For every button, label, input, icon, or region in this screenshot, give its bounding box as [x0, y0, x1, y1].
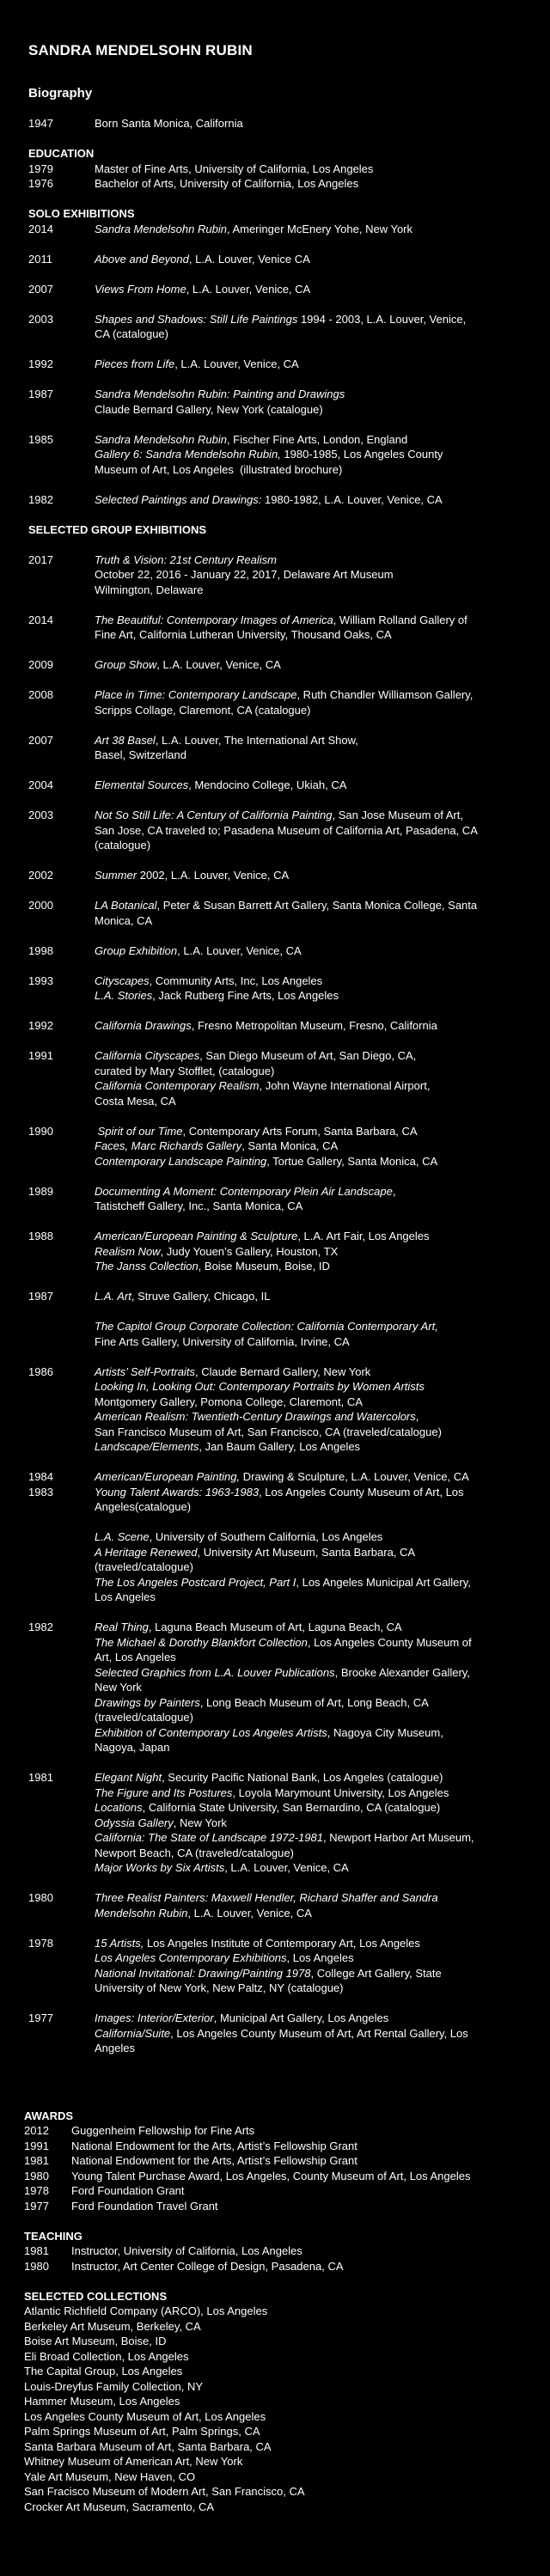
entry-row	[28, 252, 550, 267]
text-line: Elegant Night, Security Pacific National Bank, Los Angeles (catalogue)	[95, 1771, 443, 1784]
text-line: National Invitational: Drawing/Painting 1978, College Art Gallery, State	[95, 1966, 442, 1980]
entry-text	[95, 492, 550, 508]
entry-row	[24, 2199, 550, 2214]
text-line: (traveled/catalogue)	[95, 1711, 193, 1724]
text-line: Artists’ Self-Portraits, Claude Bernard Gallery, New York	[95, 1364, 371, 1378]
text-line: Scripps Collage, Claremont, CA (catalogue)	[95, 703, 311, 717]
entry-year: 1986	[28, 1364, 53, 1378]
text-line: Above and Beyond, L.A. Louver, Venice CA	[95, 252, 310, 266]
page-title: SANDRA MENDELSOHN RUBIN	[28, 42, 253, 58]
text-line: Ford Foundation Travel Grant	[71, 2199, 218, 2213]
entry-year: 2008	[28, 688, 53, 701]
entry-year: 1980	[28, 1891, 53, 1904]
text-line: California Cityscapes, San Diego Museum of Art, San Diego, CA,	[95, 1049, 417, 1062]
section-header-biography: Biography	[28, 86, 93, 101]
text-line: LA Botanical, Peter & Susan Barrett Art Gallery, Santa Monica College, Santa	[95, 899, 478, 912]
text-line: (catalogue)	[95, 839, 151, 852]
entry-row	[28, 868, 550, 883]
text-line: San Jose, CA traveled to; Pasadena Museum of California Art, Pasadena, CA	[95, 823, 478, 837]
text-line: The Los Angeles Postcard Project, Part I, Los Angeles Municipal Art Gallery,	[95, 1575, 471, 1589]
entry-row	[24, 2319, 550, 2335]
entry-text	[24, 2484, 550, 2500]
text-line: (traveled/catalogue)	[95, 1560, 193, 1573]
entry-row	[24, 2394, 550, 2409]
entry-text	[24, 2319, 550, 2335]
section-header-solo-exhibitions: SOLO EXHIBITIONS	[28, 207, 135, 220]
entry-text	[71, 2183, 550, 2199]
text-line: Ford Foundation Grant	[71, 2184, 185, 2197]
entry-text	[95, 222, 550, 237]
text-line: Born Santa Monica, California	[95, 117, 243, 130]
text-line: Museum of Art, Los Angeles (illustrated brochure)	[95, 462, 343, 476]
entry-text	[24, 2349, 550, 2365]
entry-text	[71, 2243, 550, 2259]
text-line: Atlantic Richfield Company (ARCO), Los Angeles	[24, 2304, 268, 2317]
entry-year: 1981	[24, 2244, 49, 2257]
entry-text	[24, 2500, 550, 2515]
text-line: University of New York, New Paltz, NY (catalogue)	[95, 1981, 344, 1994]
entry-row	[28, 1289, 550, 1304]
entry-text	[71, 2199, 550, 2214]
entry-text	[95, 1048, 550, 1108]
text-line: Sandra Mendelsohn Rubin: Painting and Drawings	[95, 388, 345, 400]
text-line: Louis-Dreyfus Family Collection, NY	[24, 2379, 204, 2393]
text-line: Monica, CA	[95, 913, 153, 927]
text-line: Spirit of our Time, Contemporary Arts Forum, Santa Barbara, CA	[97, 1124, 418, 1138]
text-line: Santa Barbara Museum of Art, Santa Barbara, CA	[24, 2439, 272, 2453]
entry-row	[28, 1890, 550, 1920]
section-header-awards: AWARDS	[24, 2109, 74, 2122]
entry-row	[28, 808, 550, 853]
text-line: Group Exhibition, L.A. Louver, Venice, CA	[95, 943, 302, 957]
entry-row	[28, 1529, 550, 1605]
section-group-exhibitions	[0, 522, 550, 2056]
entry-text	[71, 2139, 550, 2154]
text-line: L.A. Stories, Jack Rutberg Fine Arts, Los Angeles	[95, 989, 339, 1002]
entry-text	[24, 2334, 550, 2349]
text-line: Selected Paintings and Drawings: 1980-1982, L.A. Louver, Venice, CA	[95, 492, 443, 506]
entry-year: 2014	[28, 222, 53, 235]
text-line: Major Works by Six Artists, L.A. Louver, Venice, CA	[95, 1861, 349, 1874]
entry-year: 1980	[24, 2259, 49, 2273]
entry-row	[28, 974, 550, 1004]
text-line: San Francisco Museum of Art, San Francisco, CA (traveled/catalogue)	[95, 1425, 442, 1438]
entry-year: 1978	[28, 1936, 53, 1950]
entry-year: 2009	[28, 658, 53, 671]
text-line: Angeles(catalogue)	[95, 1500, 192, 1513]
entry-row	[28, 2011, 550, 2056]
text-line: Wilmington, Delaware	[95, 583, 204, 596]
text-line: Views From Home, L.A. Louver, Venice, CA	[95, 282, 311, 296]
entry-text	[95, 1485, 550, 1515]
text-line: Basel, Switzerland	[95, 748, 186, 761]
text-line: Eli Broad Collection, Los Angeles	[24, 2349, 189, 2363]
entry-text	[71, 2123, 550, 2139]
entry-row	[28, 116, 550, 131]
entry-text	[95, 1890, 550, 1920]
entry-row	[28, 162, 550, 177]
entry-year: 2007	[28, 282, 53, 296]
text-line: CA (catalogue)	[95, 327, 168, 340]
entry-year: 1991	[24, 2139, 49, 2152]
text-line: Summer 2002, L.A. Louver, Venice, CA	[95, 869, 290, 882]
entry-year: 1983	[28, 1485, 53, 1499]
entry-text	[95, 252, 550, 267]
entry-row	[28, 1936, 550, 1996]
entry-row	[28, 387, 550, 417]
section-teaching	[0, 2229, 550, 2274]
text-line: Not So Still Life: A Century of California Painting, San Jose Museum of Art,	[95, 809, 463, 821]
entry-year: 1977	[28, 2011, 53, 2024]
entry-row	[24, 2334, 550, 2349]
entry-text	[95, 778, 550, 793]
entry-year: 1985	[28, 432, 53, 446]
document-body	[0, 86, 550, 2514]
text-line: Place in Time: Contemporary Landscape, Ruth Chandler Williamson Gallery,	[95, 688, 474, 701]
entry-text	[24, 2379, 550, 2395]
section-collections	[0, 2289, 550, 2515]
text-line: Looking In, Looking Out: Contemporary Portraits by Women Artists	[95, 1380, 425, 1393]
text-line: The Capital Group, Los Angeles	[24, 2365, 183, 2378]
text-line: American/European Painting & Sculpture, L.A. Art Fair, Los Angeles	[95, 1230, 430, 1242]
text-line: A Heritage Renewed, University Art Museum, Santa Barbara, CA	[95, 1545, 416, 1559]
entry-row	[28, 1048, 550, 1108]
entry-text	[24, 2409, 550, 2425]
entry-year: 1982	[28, 492, 53, 506]
entry-row	[28, 1229, 550, 1274]
entry-text	[95, 868, 550, 883]
entry-row	[28, 778, 550, 793]
text-line: California Contemporary Realism, John Wayne International Airport,	[95, 1079, 431, 1092]
text-line: The Janss Collection, Boise Museum, Boise, ID	[95, 1260, 330, 1273]
text-line: Instructor, University of California, Los Angeles	[71, 2244, 302, 2257]
entry-row	[28, 1770, 550, 1876]
entry-text	[95, 1124, 550, 1169]
entry-row	[28, 1364, 550, 1455]
text-line: The Michael & Dorothy Blankfort Collection, Los Angeles County Museum of	[95, 1635, 472, 1649]
text-line: Three Realist Painters: Maxwell Hendler, Richard Shaffer and Sandra	[95, 1891, 438, 1904]
text-line: Truth & Vision: 21st Century Realism	[95, 552, 277, 566]
entry-text	[95, 1364, 550, 1455]
entry-row	[28, 1620, 550, 1755]
entry-text	[95, 176, 550, 192]
entry-year: 1989	[28, 1184, 53, 1198]
text-line: Landscape/Elements, Jan Baum Gallery, Los Angeles	[95, 1440, 361, 1453]
entry-text	[24, 2304, 550, 2319]
text-line: Instructor, Art Center College of Design, Pasadena, CA	[71, 2259, 344, 2273]
text-line: Young Talent Awards: 1963-1983, Los Angeles County Museum of Art, Los	[95, 1485, 464, 1499]
text-line: Angeles	[95, 2042, 135, 2054]
entry-text	[95, 162, 550, 177]
entry-year: 2004	[28, 778, 53, 791]
section-education	[0, 146, 550, 192]
text-line: Hammer Museum, Los Angeles	[24, 2395, 180, 2408]
text-line: Selected Graphics from L.A. Louver Publications, Brooke Alexander Gallery,	[95, 1665, 470, 1679]
entry-year: 2002	[28, 869, 53, 882]
entry-text	[95, 432, 550, 478]
entry-row	[28, 1018, 550, 1034]
section-header-education: EDUCATION	[28, 147, 95, 160]
text-line: Newport Beach, CA (traveled/catalogue)	[95, 1846, 294, 1859]
text-line: Costa Mesa, CA	[95, 1094, 176, 1108]
entry-year: 2011	[28, 252, 52, 266]
entry-text	[95, 282, 550, 297]
text-line: Real Thing, Laguna Beach Museum of Art, Laguna Beach, CA	[95, 1621, 402, 1633]
entry-text	[95, 116, 550, 131]
entry-year: 1993	[28, 974, 53, 987]
entry-text	[95, 387, 550, 417]
text-line: Fine Arts Gallery, University of California, Irvine, CA	[95, 1334, 350, 1348]
entry-text	[95, 1184, 550, 1214]
entry-row	[24, 2379, 550, 2395]
entry-row	[28, 1319, 550, 1349]
entry-text	[95, 657, 550, 673]
entry-row	[28, 613, 550, 643]
section-header-group-exhibitions: SELECTED GROUP EXHIBITIONS	[28, 522, 207, 536]
entry-row	[24, 2439, 550, 2455]
text-line: Tatistcheff Gallery, Inc., Santa Monica, CA	[95, 1199, 303, 1212]
text-line: San Fracisco Museum of Modern Art, San Francisco, CA	[24, 2485, 305, 2498]
text-line: Fine Art, California Lutheran University, Thousand Oaks, CA	[95, 628, 392, 641]
entry-row	[28, 1469, 550, 1485]
text-line: Images: Interior/Exterior, Municipal Art Gallery, Los Angeles	[95, 2011, 389, 2024]
text-line: Master of Fine Arts, University of California, Los Angeles	[95, 162, 374, 175]
entry-text	[95, 2011, 550, 2056]
entry-row	[24, 2304, 550, 2319]
text-line: New York	[95, 1681, 142, 1694]
entry-row	[28, 943, 550, 959]
entry-year: 1988	[28, 1230, 53, 1242]
text-line: California/Suite, Los Angeles County Museum of Art, Art Rental Gallery, Los	[95, 2026, 468, 2040]
text-line: The Figure and Its Postures, Loyola Marymount University, Los Angeles	[95, 1785, 449, 1799]
entry-year: 1987	[28, 388, 53, 400]
text-line: 15 Artists, Los Angeles Institute of Contemporary Art, Los Angeles	[95, 1936, 420, 1950]
entry-text	[24, 2394, 550, 2409]
text-line: Mendelsohn Rubin, L.A. Louver, Venice, CA	[95, 1906, 312, 1920]
entry-text	[24, 2469, 550, 2485]
entry-row	[28, 1184, 550, 1214]
entry-row	[28, 898, 550, 928]
entry-text	[24, 2439, 550, 2455]
section-awards	[0, 2109, 550, 2214]
text-line: Odyssia Gallery, New York	[95, 1816, 227, 1829]
entry-text	[95, 312, 550, 342]
entry-row	[24, 2454, 550, 2469]
text-line: Locations, California State University, San Bernardino, CA (catalogue)	[95, 1801, 441, 1814]
entry-text	[24, 2424, 550, 2439]
text-line: The Capitol Group Corporate Collection: California Contemporary Art,	[95, 1320, 438, 1333]
text-line: Sandra Mendelsohn Rubin, Fischer Fine Arts, London, England	[95, 432, 408, 446]
text-line: California: The State of Landscape 1972-1981, Newport Harbor Art Museum,	[95, 1831, 474, 1844]
entry-row	[24, 2349, 550, 2365]
entry-row	[24, 2139, 550, 2154]
text-line: Crocker Art Museum, Sacramento, CA	[24, 2500, 215, 2513]
entry-text	[95, 808, 550, 853]
text-line: Group Show, L.A. Louver, Venice, CA	[95, 658, 281, 671]
text-line: October 22, 2016 - January 22, 2017, Delaware Art Museum	[95, 568, 394, 581]
text-line: The Beautiful: Contemporary Images of America, William Rolland Gallery of	[95, 613, 468, 626]
entry-year: 1992	[28, 1019, 53, 1032]
entry-row	[24, 2364, 550, 2379]
text-line: L.A. Scene, University of Southern California, Los Angeles	[95, 1530, 383, 1543]
text-line: Exhibition of Contemporary Los Angeles Artists, Nagoya City Museum,	[95, 1725, 443, 1739]
text-line: Sandra Mendelsohn Rubin, Ameringer McEnery Yohe, New York	[95, 222, 412, 235]
text-line: California Drawings, Fresno Metropolitan Museum, Fresno, California	[95, 1019, 437, 1032]
entry-text	[95, 1620, 550, 1755]
text-line: Whitney Museum of American Art, New York	[24, 2455, 243, 2468]
text-line: National Endowment for the Arts, Artist’s Fellowship Grant	[71, 2139, 358, 2152]
entry-year: 2017	[28, 552, 53, 566]
entry-year: 1977	[24, 2199, 49, 2213]
entry-text	[95, 687, 550, 717]
entry-year: 1984	[28, 1470, 53, 1483]
entry-text	[71, 2153, 550, 2169]
text-line: Yale Art Museum, New Haven, CO	[24, 2469, 196, 2483]
entry-row	[24, 2500, 550, 2515]
entry-year: 1990	[28, 1124, 53, 1138]
text-line: National Endowment for the Arts, Artist’s Fellowship Grant	[71, 2154, 358, 2167]
entry-row	[24, 2183, 550, 2199]
entry-text	[95, 1936, 550, 1996]
entry-row	[24, 2259, 550, 2274]
entry-year: 1991	[28, 1049, 53, 1062]
entry-year: 1979	[28, 162, 53, 175]
entry-year: 2012	[24, 2124, 49, 2137]
section-header-teaching: TEACHING	[24, 2229, 82, 2243]
entry-text	[95, 1018, 550, 1034]
entry-year: 2000	[28, 899, 53, 912]
entry-text	[24, 2454, 550, 2469]
entry-year: 1987	[28, 1290, 53, 1303]
entry-text	[95, 943, 550, 959]
section-biography	[0, 86, 550, 131]
entry-row	[28, 552, 550, 598]
entry-row	[28, 357, 550, 372]
entry-text	[95, 357, 550, 372]
entry-text	[71, 2259, 550, 2274]
entry-text	[71, 2169, 550, 2184]
entry-text	[95, 1289, 550, 1304]
text-line: Palm Springs Museum of Art, Palm Springs, CA	[24, 2425, 260, 2438]
entry-row	[24, 2243, 550, 2259]
text-line: Faces, Marc Richards Gallery, Santa Monica, CA	[95, 1139, 339, 1152]
entry-text	[95, 1229, 550, 1274]
text-line: Los Angeles Contemporary Exhibitions, Los Angeles	[95, 1951, 354, 1964]
entry-text	[95, 974, 550, 1004]
text-line: Guggenheim Fellowship for Fine Arts	[71, 2124, 255, 2137]
text-line: Art, Los Angeles	[95, 1651, 176, 1663]
entry-row	[24, 2409, 550, 2425]
entry-year: 1982	[28, 1621, 53, 1633]
entry-row	[28, 432, 550, 478]
entry-text	[95, 1529, 550, 1605]
entry-row	[28, 312, 550, 342]
section-solo-exhibitions	[0, 206, 550, 507]
entry-year: 1976	[28, 177, 53, 190]
text-line: Documenting A Moment: Contemporary Plein Air Landscape,	[95, 1184, 396, 1198]
text-line: Pieces from Life, L.A. Louver, Venice, CA	[95, 357, 299, 370]
text-line: L.A. Art, Struve Gallery, Chicago, IL	[95, 1290, 271, 1303]
entry-row	[28, 687, 550, 717]
entry-year: 1981	[28, 1771, 53, 1784]
entry-year: 2003	[28, 809, 53, 821]
text-line: Boise Art Museum, Boise, ID	[24, 2335, 167, 2347]
entry-row	[28, 282, 550, 297]
entry-row	[28, 1124, 550, 1169]
text-line: Los Angeles	[95, 1590, 156, 1603]
entry-year: 2007	[28, 733, 53, 747]
text-line: curated by Mary Stofflet, (catalogue)	[95, 1064, 275, 1077]
text-line: Cityscapes, Community Arts, Inc, Los Angeles	[95, 974, 323, 987]
entry-row	[28, 492, 550, 508]
text-line: Claude Bernard Gallery, New York (catalogue)	[95, 402, 323, 416]
text-line: Los Angeles County Museum of Art, Los Angeles	[24, 2409, 266, 2423]
text-line: Montgomery Gallery, Pomona College, Claremont, CA	[95, 1395, 363, 1408]
section-header-collections: SELECTED COLLECTIONS	[24, 2289, 168, 2303]
text-line: Elemental Sources, Mendocino College, Ukiah, CA	[95, 778, 347, 791]
entry-row	[28, 1485, 550, 1515]
entry-text	[95, 733, 550, 763]
text-line: Contemporary Landscape Painting, Tortue Gallery, Santa Monica, CA	[95, 1154, 438, 1168]
text-line: Berkeley Art Museum, Berkeley, CA	[24, 2319, 201, 2333]
document	[0, 42, 550, 2514]
entry-row	[24, 2153, 550, 2169]
text-line: Drawings by Painters, Long Beach Museum of Art, Long Beach, CA	[95, 1695, 429, 1709]
text-line: American/European Painting, Drawing & Sculpture, L.A. Louver, Venice, CA	[95, 1470, 469, 1483]
entry-year: 2014	[28, 613, 53, 626]
entry-year: 2003	[28, 312, 53, 326]
text-line: Nagoya, Japan	[95, 1741, 170, 1754]
text-line: Shapes and Shadows: Still Life Paintings 1994 - 2003, L.A. Louver, Venice,	[95, 312, 467, 326]
entry-year: 1998	[28, 943, 53, 957]
entry-year: 1992	[28, 357, 53, 370]
entry-text	[95, 898, 550, 928]
entry-row	[24, 2469, 550, 2485]
entry-row	[24, 2484, 550, 2500]
entry-row	[28, 222, 550, 237]
text-line: Bachelor of Arts, University of California, Los Angeles	[95, 177, 359, 190]
entry-year: 1980	[24, 2169, 49, 2182]
text-line: Realism Now, Judy Youen’s Gallery, Houston, TX	[95, 1244, 339, 1258]
entry-year: 1978	[24, 2184, 49, 2197]
text-line: Gallery 6: Sandra Mendelsohn Rubin, 1980-1985, Los Angeles County	[95, 448, 443, 461]
entry-text	[95, 552, 550, 598]
entry-year: 1947	[28, 117, 53, 130]
entry-row	[24, 2123, 550, 2139]
entry-text	[95, 1319, 550, 1349]
text-line: Young Talent Purchase Award, Los Angeles, County Museum of Art, Los Angeles	[71, 2169, 471, 2182]
entry-text	[95, 1469, 550, 1485]
text-line: Art 38 Basel, L.A. Louver, The International Art Show,	[95, 733, 358, 747]
entry-row	[24, 2169, 550, 2184]
entry-row	[28, 733, 550, 763]
entry-text	[24, 2364, 550, 2379]
entry-year: 1981	[24, 2154, 49, 2167]
text-line: American Realism: Twentieth-Century Drawings and Watercolors,	[95, 1410, 419, 1423]
entry-text	[95, 1770, 550, 1876]
entry-row	[24, 2424, 550, 2439]
entry-row	[28, 657, 550, 673]
entry-text	[95, 613, 550, 643]
entry-row	[28, 176, 550, 192]
